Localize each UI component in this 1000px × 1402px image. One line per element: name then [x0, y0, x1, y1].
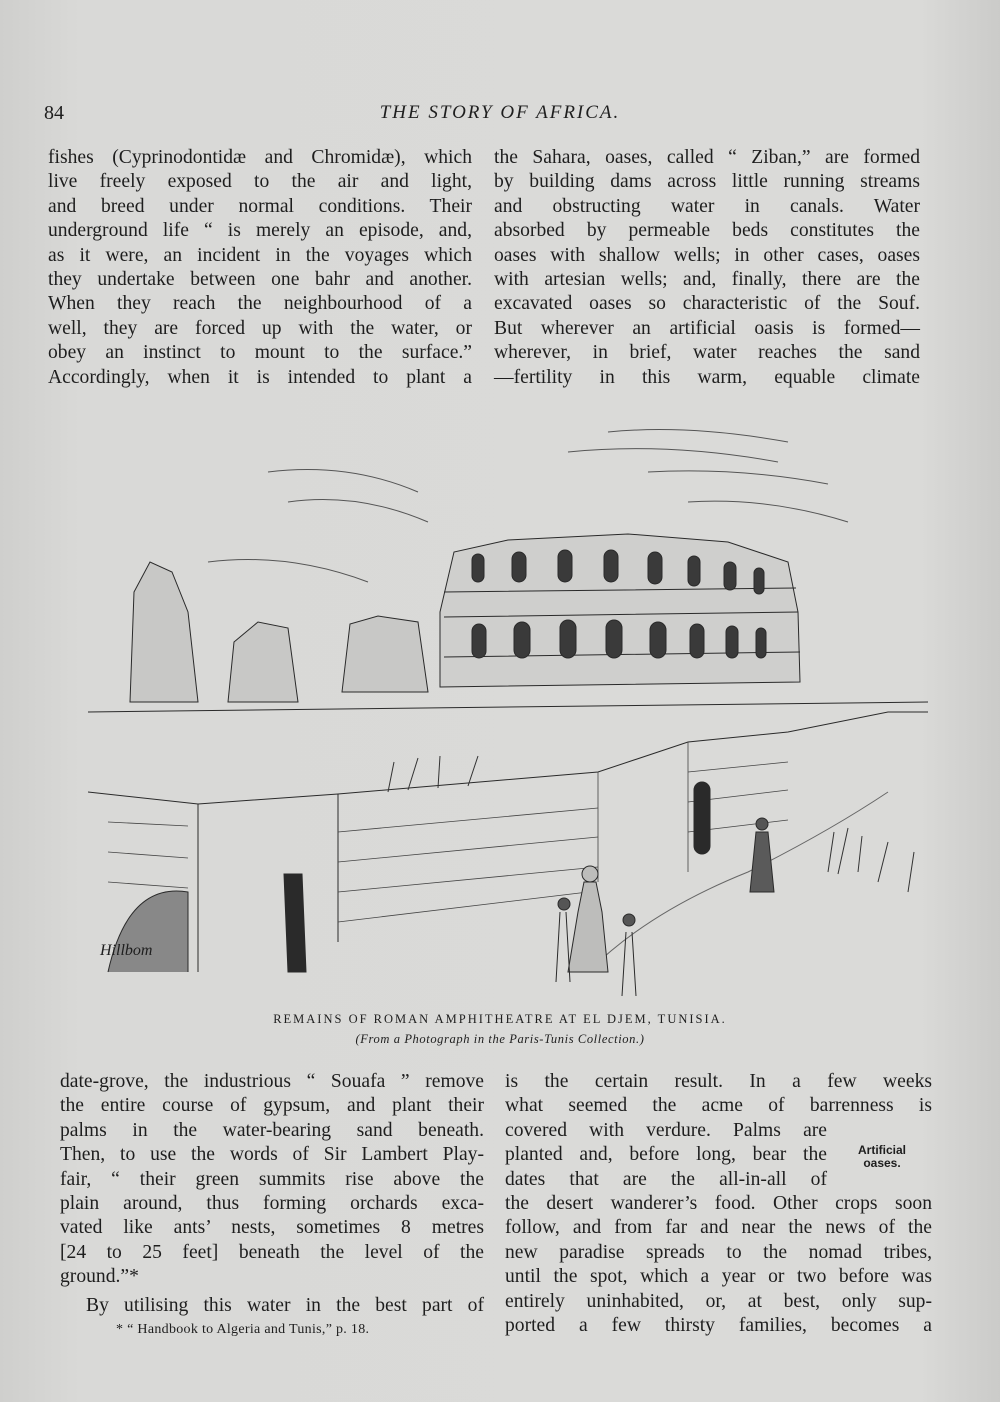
paragraph-start-line: By utilising this water in the best part of: [86, 1294, 484, 1316]
text-line: covered with verdure. Palms are: [505, 1119, 827, 1141]
text-line: what seemed the acme of barrenness is: [505, 1095, 932, 1117]
text-line: date-grove, the industrious “ Souafa ” remove: [60, 1071, 484, 1092]
running-head: THE STORY OF AFRICA.: [379, 102, 621, 123]
text-line: But wherever an artificial oasis is formed—: [494, 317, 920, 339]
illustration-caption: REMAINS OF ROMAN AMPHITHEATRE AT EL DJEM, TUNISIA.: [273, 1012, 727, 1026]
text-line: Then, to use the words of Sir Lambert Play-: [60, 1144, 484, 1166]
text-line: by building dams across little running streams: [494, 171, 920, 193]
page-number: 84: [44, 102, 64, 124]
text-line: the Sahara, oases, called “ Ziban,” are formed: [494, 147, 920, 168]
text-line: obey an instinct to mount to the surface.”: [48, 342, 472, 364]
text-line: Accordingly, when it is intended to plant a: [48, 366, 472, 388]
text-line: the entire course of gypsum, and plant their: [60, 1095, 484, 1117]
text-line: underground life “ is merely an episode, and,: [48, 220, 472, 242]
text-line: —fertility in this warm, equable climate: [494, 366, 920, 388]
text-line: oases with shallow wells; in other cases, oases: [494, 244, 920, 266]
top-left-column: [48, 146, 472, 390]
bottom-right-column: [505, 1070, 932, 1338]
text-line: plain around, thus forming orchards exca-: [60, 1193, 484, 1215]
text-line: and breed under normal conditions. Their: [48, 195, 472, 217]
text-line: as it were, an incident in the voyages which: [48, 244, 472, 266]
text-line: entirely uninhabited, or, at best, only sup-: [505, 1290, 932, 1312]
text-line: ported a few thirsty families, becomes a: [505, 1315, 932, 1337]
text-line: ground.”*: [60, 1266, 139, 1288]
text-line: live freely exposed to the air and light,: [48, 171, 472, 193]
text-line: When they reach the neighbourhood of a: [48, 293, 472, 315]
footnote: * “ Handbook to Algeria and Tunis,” p. 18.: [116, 1322, 370, 1337]
amphitheatre-illustration: [88, 412, 928, 1004]
text-line: until the spot, which a year or two before was: [505, 1266, 932, 1288]
text-line: planted and, before long, bear the: [505, 1144, 827, 1166]
text-line: is the certain result. In a few weeks: [505, 1071, 932, 1092]
text-line: vated like ants’ nests, sometimes 8 metres: [60, 1217, 484, 1239]
text-line: absorbed by permeable beds constitutes the: [494, 220, 920, 242]
margin-note: Artificial oases.: [857, 1143, 906, 1170]
text-line: wherever, in brief, water reaches the sand: [494, 342, 920, 364]
text-line: fishes (Cyprinodontidæ and Chromidæ), which: [48, 147, 472, 168]
text-line: new paradise spreads to the nomad tribes,: [505, 1241, 932, 1263]
text-line: the desert wanderer’s food. Other crops soon: [505, 1193, 932, 1215]
text-line: with artesian wells; and, finally, there are the: [494, 269, 920, 291]
text-line: dates that are the all-in-all of: [505, 1168, 827, 1190]
text-line: fair, “ their green summits rise above the: [60, 1168, 484, 1190]
text-line: excavated oases so characteristic of the Souf.: [494, 293, 920, 315]
artist-signature: Hillbom: [100, 942, 153, 959]
text-line: they undertake between one bahr and another.: [48, 269, 472, 291]
top-right-column: [494, 146, 920, 390]
text-line: follow, and from far and near the news of the: [505, 1217, 932, 1239]
text-line: palms in the water-bearing sand beneath.: [60, 1119, 484, 1141]
text-line: [24 to 25 feet] beneath the level of the: [60, 1241, 484, 1263]
text-line: well, they are forced up with the water, or: [48, 317, 472, 339]
bottom-left-column: [60, 1070, 484, 1318]
illustration-credit: (From a Photograph in the Paris-Tunis Collection.): [355, 1032, 645, 1046]
text-line: and obstructing water in canals. Water: [494, 195, 920, 217]
